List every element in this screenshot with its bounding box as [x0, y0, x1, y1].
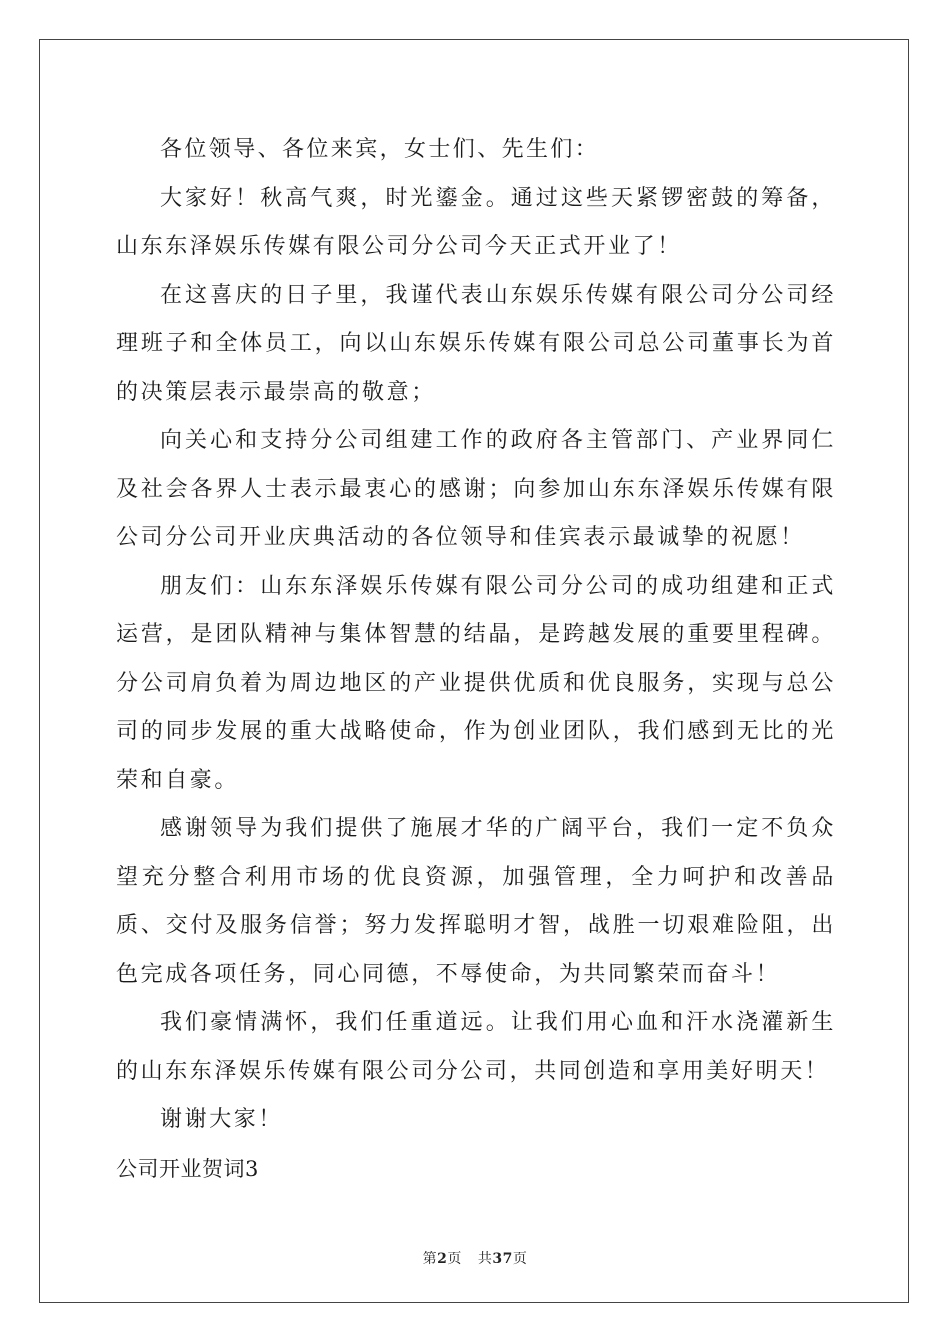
paragraph-respect: 在这喜庆的日子里，我谨代表山东娱乐传媒有限公司分公司经理班子和全体员工，向以山东娱乐传媒有限公司总公司董事长为首的决策层表示最崇高的敬意； [116, 282, 836, 405]
paragraph-friends: 朋友们：山东东泽娱乐传媒有限公司分公司的成功组建和正式运营，是团队精神与集体智慧的结晶，是跨越发展的重要里程碑。分公司肩负着为周边地区的产业提供优质和优良服务，实现与总公司的同步发展的重大战略使命，作为创业团队，我们感到无比的光荣和自豪。 [116, 573, 836, 793]
paragraph-closing: 我们豪情满怀，我们任重道远。让我们用心血和汗水浇灌新生的山东东泽娱乐传媒有限公司分公司，共同创造和享用美好明天！ [116, 1010, 836, 1084]
paragraph-greeting: 大家好！秋高气爽，时光鎏金。通过这些天紧锣密鼓的筹备，山东东泽娱乐传媒有限公司分公司今天正式开业了！ [116, 185, 836, 259]
document-body [116, 126, 836, 1193]
paragraph-salutation: 各位领导、各位来宾，女士们、先生们： [160, 137, 600, 162]
total-pages: 37 [492, 1251, 513, 1267]
page-footer [0, 1248, 950, 1268]
section-heading: 公司开业贺词3 [116, 1156, 259, 1181]
total-prefix: 共 [477, 1251, 493, 1267]
page-suffix: 页 [447, 1251, 462, 1267]
paragraph-thanks: 向关心和支持分公司组建工作的政府各主管部门、产业界同仁及社会各界人士表示最衷心的感谢；向参加山东东泽娱乐传媒有限公司分公司开业庆典活动的各位领导和佳宾表示最诚挚的祝愿！ [116, 428, 836, 550]
total-suffix: 页 [512, 1251, 528, 1267]
page-prefix: 第 [422, 1251, 438, 1267]
paragraph-commitment: 感谢领导为我们提供了施展才华的广阔平台，我们一定不负众望充分整合利用市场的优良资源，加强管理，全力呵护和改善品质、交付及服务信誉；努力发挥聪明才智，战胜一切艰难险阻，出色完成各项任务，同心同德，不辱使命，为共同繁荣而奋斗！ [116, 816, 836, 987]
page-number: 2 [437, 1251, 448, 1267]
paragraph-thank-you: 谢谢大家！ [160, 1107, 284, 1132]
